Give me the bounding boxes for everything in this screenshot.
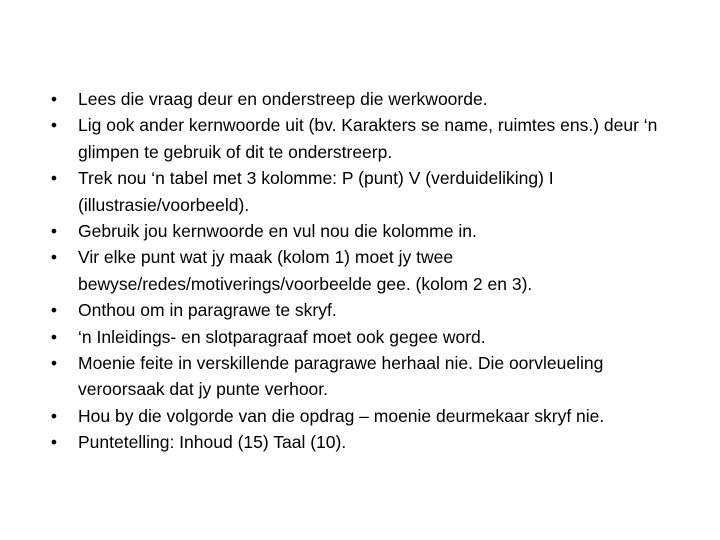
list-item-text: Vir elke punt wat jy maak (kolom 1) moet jy twee bewyse/redes/motiverings/voorbeelde gee. (kolom 2 en 3). bbox=[78, 247, 533, 294]
list-item bbox=[44, 429, 694, 455]
list-item bbox=[44, 86, 694, 112]
instruction-list bbox=[44, 86, 694, 456]
bullet-icon: • bbox=[50, 432, 58, 453]
list-item-text: Lees die vraag deur en onderstreep die werkwoorde. bbox=[78, 89, 488, 109]
bullet-icon: • bbox=[50, 353, 58, 374]
list-item bbox=[44, 350, 694, 403]
list-item-text: Trek nou ‘n tabel met 3 kolomme: P (punt) V (verduideliking) I (illustrasie/voorbeeld). bbox=[78, 168, 554, 215]
bullet-icon: • bbox=[50, 247, 58, 268]
bullet-icon: • bbox=[50, 89, 58, 109]
bullet-icon: • bbox=[50, 405, 58, 426]
list-item bbox=[44, 112, 694, 165]
list-item-text: Hou by die volgorde van die opdrag – moenie deurmekaar skryf nie. bbox=[78, 405, 605, 426]
bullet-icon: • bbox=[50, 300, 58, 321]
list-item-text: Moenie feite in verskillende paragrawe herhaal nie. Die oorvleueling veroorsaak dat jy punte verhoor. bbox=[78, 353, 604, 400]
list-item-text: Puntetelling: Inhoud (15) Taal (10). bbox=[78, 432, 347, 453]
list-item bbox=[44, 403, 694, 429]
list-item-text: Onthou om in paragrawe te skryf. bbox=[78, 300, 337, 321]
list-item bbox=[44, 244, 694, 297]
bullet-icon: • bbox=[50, 168, 58, 189]
list-item bbox=[44, 297, 694, 323]
bullet-icon: • bbox=[50, 326, 58, 347]
list-item bbox=[44, 324, 694, 350]
list-item-text: Gebruik jou kernwoorde en vul nou die kolomme in. bbox=[78, 221, 477, 242]
list-item-text: Lig ook ander kernwoorde uit (bv. Karakters se name, ruimtes ens.) deur ‘n glimpen te gebruik of dit te onderstreerp. bbox=[78, 115, 658, 162]
bullet-icon: • bbox=[50, 115, 58, 136]
list-item bbox=[44, 218, 694, 244]
bullet-icon: • bbox=[50, 221, 58, 242]
list-item bbox=[44, 165, 694, 218]
list-item-text: ‘n Inleidings- en slotparagraaf moet ook gegee word. bbox=[78, 326, 486, 347]
